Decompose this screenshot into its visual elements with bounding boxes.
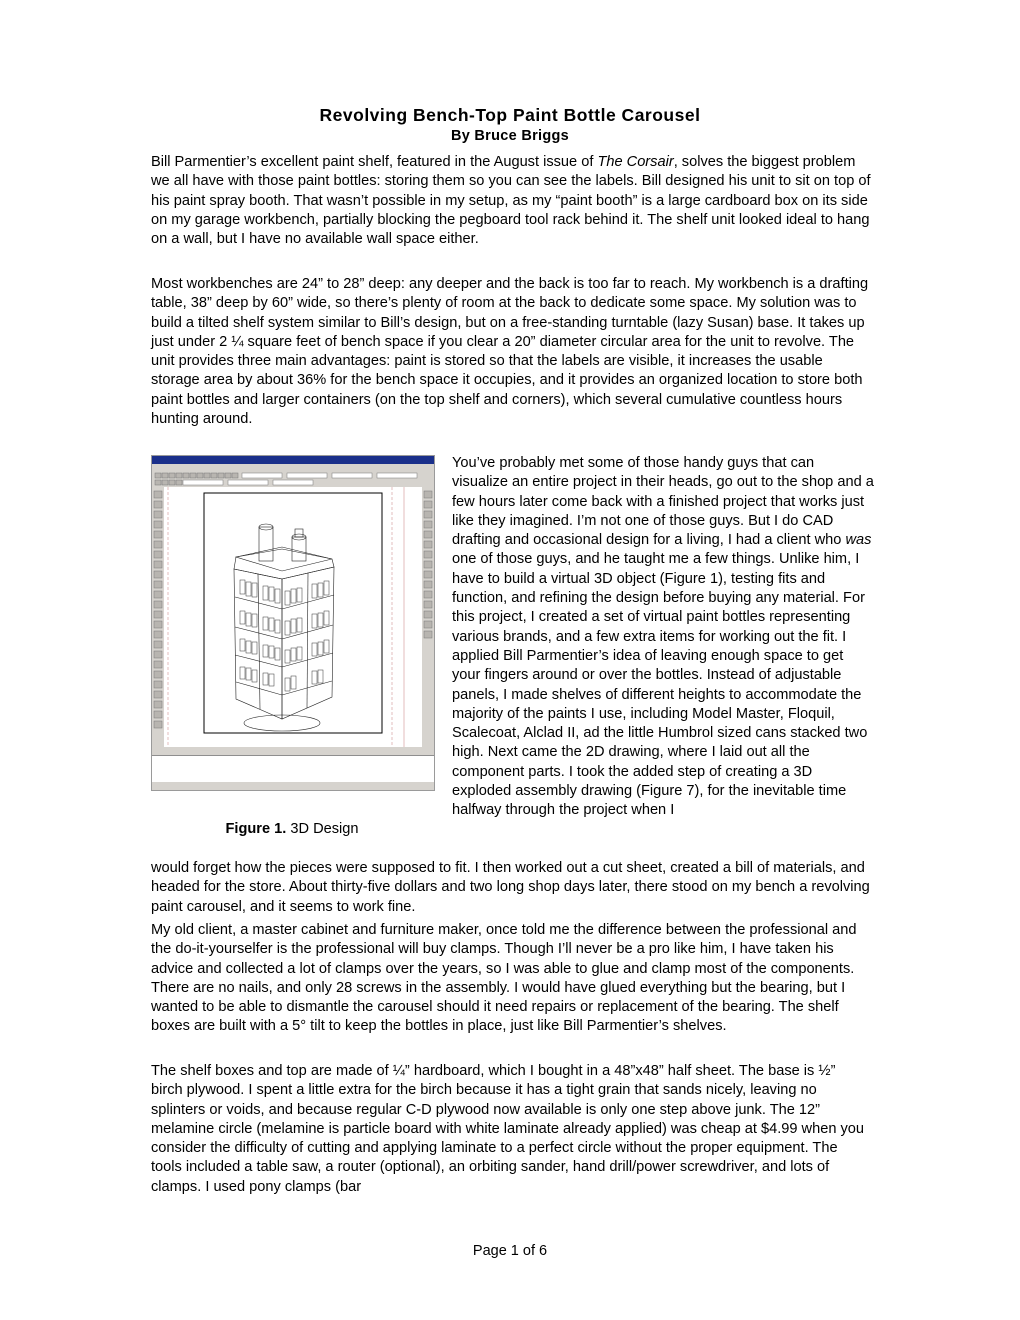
paragraph-cad-text-a: You’ve probably met some of those handy guys that can visualize an entire project in their heads, go out to the shop and a few hours later come back with a finished project that works just like they imagined. I’m not one of those guys. But I do CAD drafting and occasional design for a living, I had a client who (452, 455, 874, 549)
cad-status-bar (152, 782, 434, 790)
emphasis-was: was (845, 532, 872, 549)
paragraph-materials: The shelf boxes and top are made of ¼” hardboard, which I bought in a 48”x48” half sheet. The base is ½” birch plywood. I spent a little extra for the birch because it has a tight grain that sands nicely, leaving no splinters or voids, and because regular C-D plywood now available is only one step above junk. The 12” melamine circle (melamine is particle board with white laminate already applied) was cheap at $4.99 when you consider the difficulty of cutting and applying laminate to a perfect circle without the proper equipment. The tools included a table saw, a router (optional), an orbiting sander, hand drill/power screwdriver, and lots of clamps. I used pony clamps (bar (151, 1063, 865, 1195)
cad-layout-tabs (152, 747, 434, 755)
paragraph-cad-design-continued: would forget how the pieces were supposed to fit. I then worked out a cut sheet, created a bill of materials, and headed for the store. About thirty-five dollars and two long shop days later, there stood on my bench a revolving paint carousel, and it seems to work fine. (151, 860, 870, 915)
cad-command-line (152, 755, 434, 783)
cad-right-toolbar (422, 487, 434, 747)
cad-left-toolbar-icons (152, 487, 164, 747)
paragraph-intro-text-a: Bill Parmentier’s excellent paint shelf, featured in the August issue of (151, 154, 598, 170)
cad-left-toolbar (152, 487, 164, 747)
author-byline: By Bruce Briggs (450, 128, 570, 144)
cad-menu-bar (152, 464, 434, 471)
figure-caption-text: 3D Design (286, 821, 359, 837)
paragraph-intro (151, 153, 871, 249)
paragraph-cad-design (452, 454, 874, 821)
paragraph-workbench: Most workbenches are 24” to 28” deep: any deeper and the back is too far to reach. My workbench is a drafting table, 38” deep by 60” wide, so there’s plenty of room at the back to dedicate some space. My solution was to build a tilted shelf system similar to Bill’s design, but on a free-standing turntable (lazy Susan) base. It takes up just under 2 ¼ square feet of bench space if you clear a 20” diameter circular area for the unit to revolve. The unit provides three main advantages: paint is stored so that the labels are visible, it increases the usable storage area by about 36% for the bench space it occupies, and it provides an organized location to store both paint bottles and larger containers (on the top shelf and corners), which several cumulative countless hours hunting around. (151, 276, 869, 428)
cad-toolbar (152, 471, 434, 488)
figure-cad-screenshot (151, 455, 435, 791)
cad-toolbar-icons (152, 471, 434, 487)
figure-caption-label: Figure 1. (225, 821, 287, 837)
figure-caption (151, 821, 433, 837)
paragraph-cad-text-b: one of those guys, and he taught me a few things. Unlike him, I have to build a virtual 3D object (Figure 1), testing fits and function, and refining the design before buying any material. For this project, I created a set of virtual paint bottles representing various brands, and a few extra items for working out the fit. I applied Bill Parmentier’s idea of leaving enough space to get your fingers around or over the bottles. Instead of adjustable panels, I made shelves of different heights to accommodate the majority of the paints I use, including Model Master, Floquil, Scalecoat, Alclad II, ad the little Humbrol sized cans stacked two high. Next came the 2D drawing, where I laid out all the component parts. I took the added step of creating a 3D exploded assembly drawing (Figure 7), for the inevitable time halfway through the project when I (452, 551, 868, 819)
document-title: Revolving Bench-Top Paint Bottle Carousel (319, 105, 701, 125)
page-number: Page 1 of 6 (472, 1243, 548, 1259)
cad-title-bar (152, 456, 434, 464)
cad-drawing-canvas (164, 487, 422, 747)
carousel-3d-drawing (164, 487, 422, 747)
cad-right-toolbar-icons (422, 487, 434, 747)
paragraph-intro-text-b: , solves the biggest problem we all have with those paint bottles: storing them so you can see the labels. Bill designed his unit to sit on top of his paint spray booth. That wasn’t possible in my setup, as my “paint booth” is a large cardboard box on its side on my garage workbench, partially blocking the pegboard tool rack behind it. The shelf unit looked ideal to hang on a wall, but I have no available wall space either. (151, 154, 871, 248)
paragraph-clamps: My old client, a master cabinet and furniture maker, once told me the difference between the professional and the do-it-yourselfer is the professional will buy clamps. Though I’ll never be a pro like him, I have taken his advice and collected a lot of clamps over the years, so I was able to glue and clamp most of the components. There are no nails, and only 28 screws in the assembly. I would have glued everything but the bearing, but I wanted to be able to dismantle the carousel should it need repairs or replacement of the bearing. The shelf boxes are built with a 5° tilt to keep the bottles in place, just like Bill Parmentier’s shelves. (151, 922, 857, 1035)
magazine-title: The Corsair (597, 154, 674, 170)
